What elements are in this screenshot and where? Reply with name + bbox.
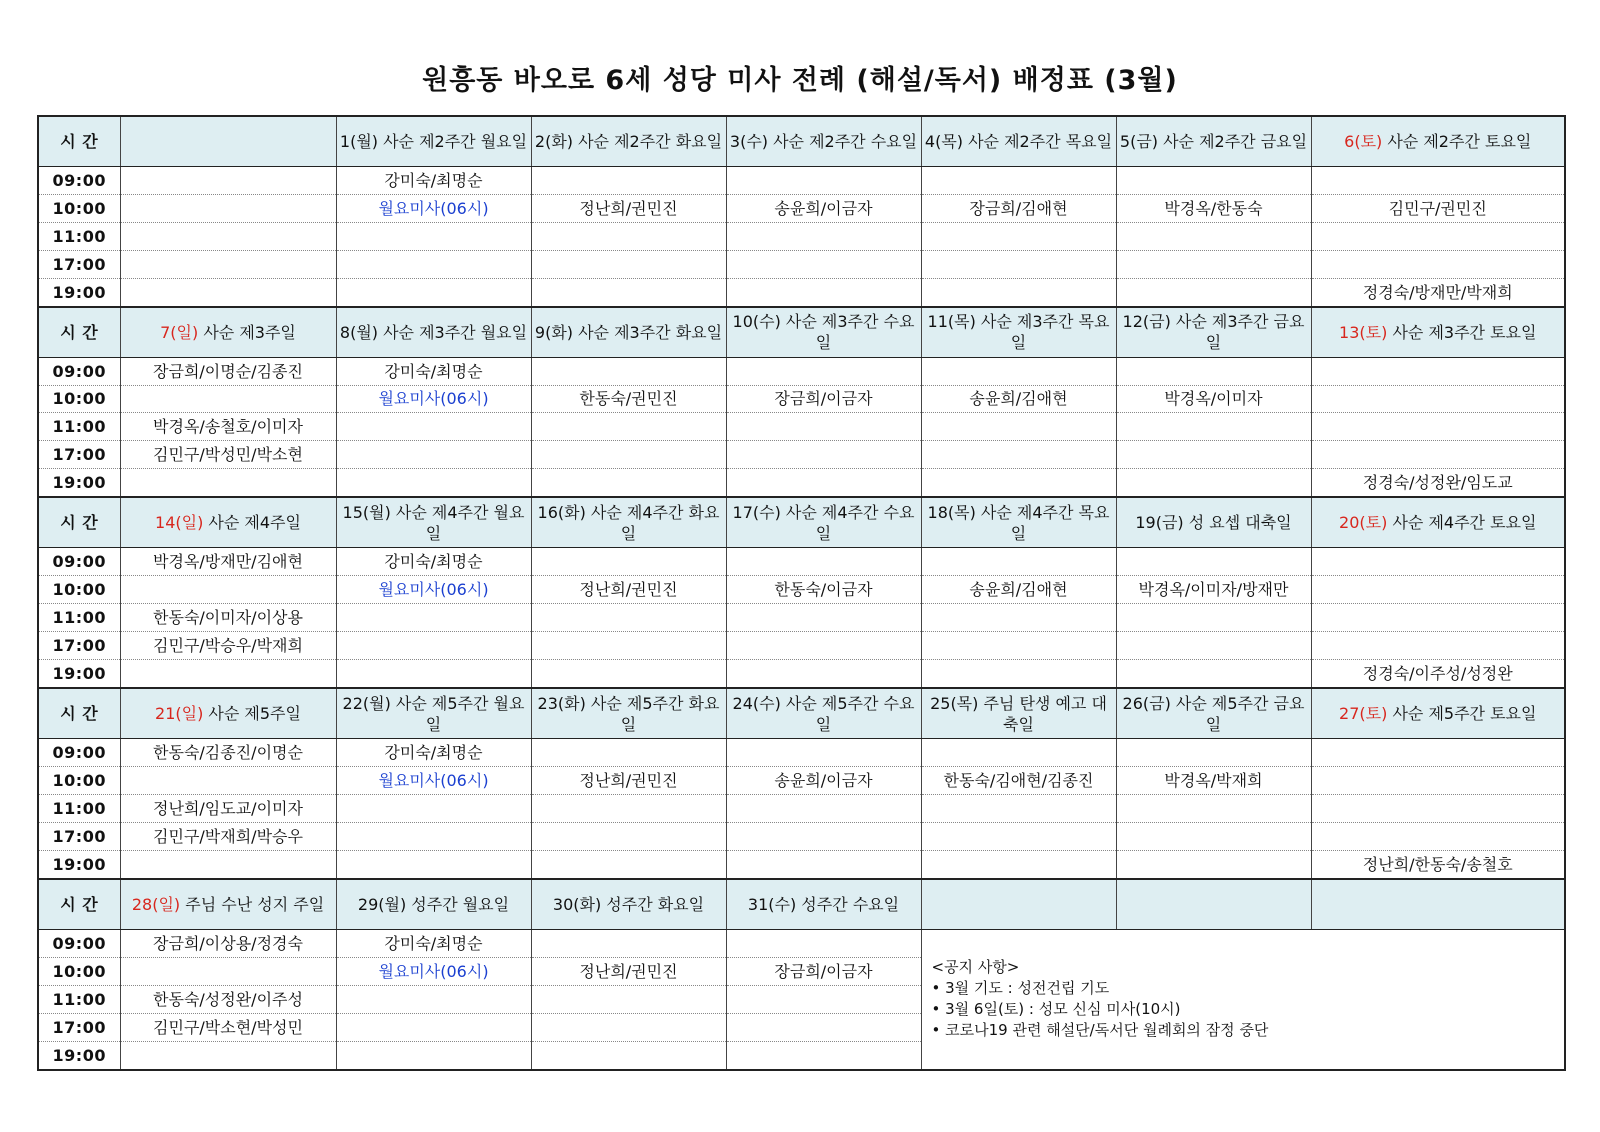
assignment-cell <box>921 469 1116 498</box>
day-header-cell <box>1311 879 1565 929</box>
assignment-cell <box>726 822 921 850</box>
assignment-cell <box>336 413 531 441</box>
assignment-cell <box>336 441 531 469</box>
day-header-text: 사순 제4주일 <box>203 513 301 533</box>
assignment-cell <box>1311 441 1565 469</box>
assignment-cell <box>1116 794 1311 822</box>
assignment-cell <box>531 985 726 1013</box>
monday-mass-cell: 월요미사(06시) <box>336 194 531 222</box>
assignment-cell <box>336 985 531 1013</box>
assignment-cell: 장금희/이금자 <box>726 957 921 985</box>
day-header-cell <box>120 307 336 357</box>
assignment-cell <box>120 250 336 278</box>
assignment-cell <box>726 222 921 250</box>
assignment-cell <box>1116 250 1311 278</box>
assignment-cell: 한동숙/이미자/이상용 <box>120 604 336 632</box>
day-header-cell <box>1116 116 1311 166</box>
notice-box <box>921 929 1565 1070</box>
schedule-row <box>38 194 1565 222</box>
assignment-cell <box>921 632 1116 660</box>
assignment-cell: 정경숙/성정완/임도교 <box>1311 469 1565 498</box>
day-header-text: 18(목) 사순 제4주간 목요일 <box>927 502 1110 543</box>
day-header-text: 사순 제3주간 토요일 <box>1387 322 1537 342</box>
day-header-cell <box>120 879 336 929</box>
assignment-cell <box>120 222 336 250</box>
assignment-cell <box>1311 822 1565 850</box>
assignment-cell <box>921 850 1116 879</box>
assignment-cell <box>120 385 336 413</box>
assignment-cell <box>1116 278 1311 307</box>
day-header-cell <box>120 497 336 547</box>
time-header-cell: 시 간 <box>38 688 120 738</box>
day-date-red: 27(토) <box>1339 704 1388 724</box>
day-header-cell <box>336 497 531 547</box>
day-header-cell <box>336 116 531 166</box>
assignment-cell <box>120 166 336 194</box>
day-header-text: 1(월) 사순 제2주간 월요일 <box>339 131 528 151</box>
day-header-text: 2(화) 사순 제2주간 화요일 <box>534 131 723 151</box>
assignment-cell: 정난희/권민진 <box>531 766 726 794</box>
assignment-cell <box>336 1013 531 1041</box>
assignment-cell: 정경숙/이주성/성정완 <box>1311 660 1565 689</box>
day-date-red: 7(일) <box>160 322 199 342</box>
day-header-cell <box>531 688 726 738</box>
assignment-cell: 정난희/권민진 <box>531 957 726 985</box>
assignment-cell <box>336 1041 531 1070</box>
assignment-cell: 김민구/박성민/박소현 <box>120 441 336 469</box>
assignment-cell: 송윤희/이금자 <box>726 766 921 794</box>
assignment-cell <box>336 222 531 250</box>
assignment-cell <box>336 850 531 879</box>
assignment-cell <box>921 278 1116 307</box>
day-header-cell <box>921 116 1116 166</box>
assignment-cell: 김민구/박승우/박재희 <box>120 632 336 660</box>
day-header-text: 25(목) 주님 탄생 예고 대축일 <box>930 693 1107 734</box>
time-cell: 10:00 <box>38 576 120 604</box>
assignment-cell: 한동숙/이금자 <box>726 576 921 604</box>
assignment-cell: 박경옥/이미자/방재만 <box>1116 576 1311 604</box>
assignment-cell <box>1116 166 1311 194</box>
day-header-text: 31(수) 성주간 수요일 <box>747 894 900 914</box>
assignment-cell: 정난희/한동숙/송철호 <box>1311 850 1565 879</box>
assignment-cell: 강미숙/최명순 <box>336 548 531 576</box>
assignment-cell <box>726 1013 921 1041</box>
assignment-cell: 송윤희/이금자 <box>726 194 921 222</box>
assignment-cell <box>921 166 1116 194</box>
time-cell: 10:00 <box>38 194 120 222</box>
assignment-cell: 장금희/이금자 <box>726 385 921 413</box>
time-cell: 11:00 <box>38 413 120 441</box>
assignment-cell <box>726 794 921 822</box>
notice-item: • 3월 기도 : 성전건립 기도 <box>932 978 1555 999</box>
assignment-cell: 강미숙/최명순 <box>336 929 531 957</box>
time-cell: 09:00 <box>38 548 120 576</box>
assignment-cell <box>1311 548 1565 576</box>
time-cell: 10:00 <box>38 957 120 985</box>
schedule-row <box>38 632 1565 660</box>
schedule-row <box>38 822 1565 850</box>
assignment-cell: 정난희/권민진 <box>531 194 726 222</box>
time-header-cell: 시 간 <box>38 307 120 357</box>
day-header-text: 사순 제3주일 <box>198 322 296 342</box>
day-header-cell <box>1116 879 1311 929</box>
time-cell: 11:00 <box>38 794 120 822</box>
day-header-cell <box>1311 497 1565 547</box>
assignment-cell <box>336 660 531 689</box>
day-header-text: 4(목) 사순 제2주간 목요일 <box>924 131 1113 151</box>
schedule-row <box>38 548 1565 576</box>
assignment-cell: 한동숙/김애현/김종진 <box>921 766 1116 794</box>
assignment-cell <box>726 548 921 576</box>
assignment-cell <box>336 604 531 632</box>
assignment-cell: 장금희/김애현 <box>921 194 1116 222</box>
day-header-cell <box>921 497 1116 547</box>
assignment-cell <box>120 850 336 879</box>
assignment-cell <box>1116 441 1311 469</box>
assignment-cell <box>726 604 921 632</box>
day-header-text: 주님 수난 성지 주일 <box>180 894 325 914</box>
time-cell: 19:00 <box>38 1041 120 1070</box>
schedule-row <box>38 766 1565 794</box>
day-header-text: 19(금) 성 요셉 대축일 <box>1135 513 1292 533</box>
week-header-row <box>38 307 1565 357</box>
assignment-cell: 정난희/권민진 <box>531 576 726 604</box>
assignment-cell <box>120 194 336 222</box>
week-header-row <box>38 497 1565 547</box>
time-cell: 19:00 <box>38 469 120 498</box>
assignment-cell <box>1311 413 1565 441</box>
time-cell: 10:00 <box>38 766 120 794</box>
notice-heading: <공지 사항> <box>931 958 1020 977</box>
day-header-cell <box>336 879 531 929</box>
assignment-cell <box>921 660 1116 689</box>
time-cell: 19:00 <box>38 278 120 307</box>
day-header-cell <box>726 497 921 547</box>
assignment-cell <box>531 166 726 194</box>
assignment-cell <box>531 222 726 250</box>
week-header-row <box>38 879 1565 929</box>
assignment-cell <box>1116 822 1311 850</box>
assignment-cell: 강미숙/최명순 <box>336 738 531 766</box>
assignment-cell <box>726 278 921 307</box>
monday-mass-cell: 월요미사(06시) <box>336 576 531 604</box>
assignment-cell <box>726 166 921 194</box>
assignment-cell <box>336 250 531 278</box>
assignment-cell: 강미숙/최명순 <box>336 166 531 194</box>
assignment-cell: 장금희/이상용/정경숙 <box>120 929 336 957</box>
assignment-cell <box>726 1041 921 1070</box>
assignment-cell <box>531 929 726 957</box>
day-header-text: 11(목) 사순 제3주간 목요일 <box>927 312 1110 353</box>
schedule-row <box>38 660 1565 689</box>
assignment-cell <box>1311 632 1565 660</box>
assignment-cell: 박경옥/이미자 <box>1116 385 1311 413</box>
day-header-cell <box>726 307 921 357</box>
day-header-cell <box>921 688 1116 738</box>
assignment-cell <box>120 469 336 498</box>
day-header-cell <box>531 116 726 166</box>
day-header-text: 9(화) 사순 제3주간 화요일 <box>534 322 723 342</box>
assignment-cell <box>921 250 1116 278</box>
day-header-cell <box>531 307 726 357</box>
page-title: 원흥동 바오로 6세 성당 미사 전례 (해설/독서) 배정표 (3월) <box>422 65 1178 96</box>
assignment-cell <box>531 357 726 385</box>
assignment-cell <box>336 794 531 822</box>
assignment-cell <box>120 660 336 689</box>
schedule-row <box>38 604 1565 632</box>
day-header-cell <box>1311 116 1565 166</box>
schedule-row <box>38 385 1565 413</box>
time-cell: 17:00 <box>38 1013 120 1041</box>
time-cell: 09:00 <box>38 929 120 957</box>
time-cell: 19:00 <box>38 850 120 879</box>
assignment-cell <box>1311 357 1565 385</box>
assignment-cell <box>1311 766 1565 794</box>
notice-item: • 3월 6일(토) : 성모 신심 미사(10시) <box>932 999 1555 1020</box>
schedule-row <box>38 738 1565 766</box>
day-header-text: 22(월) 사순 제5주간 월요일 <box>342 693 525 734</box>
time-cell: 11:00 <box>38 985 120 1013</box>
assignment-cell <box>531 548 726 576</box>
assignment-cell: 한동숙/김종진/이명순 <box>120 738 336 766</box>
assignment-cell <box>726 413 921 441</box>
day-header-text: 3(수) 사순 제2주간 수요일 <box>729 131 918 151</box>
assignment-cell <box>531 660 726 689</box>
assignment-cell: 박경옥/방재만/김애현 <box>120 548 336 576</box>
assignment-cell <box>336 469 531 498</box>
assignment-cell <box>1116 850 1311 879</box>
day-header-cell <box>921 879 1116 929</box>
assignment-cell <box>726 660 921 689</box>
day-header-text: 사순 제5주간 토요일 <box>1387 704 1537 724</box>
assignment-cell <box>726 632 921 660</box>
assignment-cell: 한동숙/성정완/이주성 <box>120 985 336 1013</box>
time-header-cell: 시 간 <box>38 497 120 547</box>
assignment-cell <box>1116 222 1311 250</box>
day-header-cell <box>1116 497 1311 547</box>
schedule-row <box>38 469 1565 498</box>
week-header-row <box>38 116 1565 166</box>
schedule-row <box>38 413 1565 441</box>
assignment-cell <box>921 441 1116 469</box>
notice-item: • 코로나19 관련 해설단/독서단 월례회의 잠정 중단 <box>932 1020 1555 1041</box>
day-date-red: 14(일) <box>155 513 204 533</box>
day-header-text: 24(수) 사순 제5주간 수요일 <box>732 693 915 734</box>
assignment-cell: 정난희/임도교/이미자 <box>120 794 336 822</box>
day-header-cell <box>1311 688 1565 738</box>
day-header-text: 29(월) 성주간 월요일 <box>357 894 510 914</box>
time-cell: 17:00 <box>38 632 120 660</box>
assignment-cell <box>726 929 921 957</box>
day-date-red: 28(일) <box>131 894 181 914</box>
assignment-cell <box>1311 576 1565 604</box>
assignment-cell: 정경숙/방재만/박재희 <box>1311 278 1565 307</box>
assignment-cell <box>1116 548 1311 576</box>
day-date-red: 13(토) <box>1339 322 1388 342</box>
assignment-cell <box>1116 469 1311 498</box>
assignment-cell <box>921 794 1116 822</box>
day-header-cell <box>531 879 726 929</box>
assignment-cell <box>531 469 726 498</box>
assignment-cell <box>531 822 726 850</box>
day-header-text: 16(화) 사순 제4주간 화요일 <box>537 502 720 543</box>
notice-list <box>932 978 1555 1041</box>
day-date-red: 21(일) <box>155 704 204 724</box>
day-date-red: 20(토) <box>1339 513 1388 533</box>
assignment-cell <box>120 278 336 307</box>
assignment-cell <box>1116 413 1311 441</box>
schedule-row <box>38 222 1565 250</box>
schedule-row <box>38 929 1565 957</box>
assignment-cell <box>921 222 1116 250</box>
day-date-red: 6(토) <box>1344 131 1383 151</box>
day-header-text: 사순 제4주간 토요일 <box>1387 513 1537 533</box>
assignment-cell <box>726 357 921 385</box>
assignment-cell <box>1311 166 1565 194</box>
day-header-text: 26(금) 사순 제5주간 금요일 <box>1122 693 1305 734</box>
time-cell: 17:00 <box>38 822 120 850</box>
mass-schedule-table <box>37 115 1566 1071</box>
assignment-cell <box>1311 250 1565 278</box>
monday-mass-cell: 월요미사(06시) <box>336 385 531 413</box>
day-header-cell <box>336 688 531 738</box>
assignment-cell <box>1116 660 1311 689</box>
assignment-cell <box>120 576 336 604</box>
assignment-cell <box>531 441 726 469</box>
schedule-row <box>38 441 1565 469</box>
assignment-cell <box>531 738 726 766</box>
assignment-cell <box>1311 794 1565 822</box>
time-cell: 11:00 <box>38 604 120 632</box>
day-header-cell <box>120 116 336 166</box>
assignment-cell <box>726 250 921 278</box>
assignment-cell <box>1311 604 1565 632</box>
assignment-cell <box>336 822 531 850</box>
assignment-cell <box>921 738 1116 766</box>
assignment-cell <box>531 278 726 307</box>
assignment-cell <box>1116 357 1311 385</box>
assignment-cell <box>531 413 726 441</box>
assignment-cell <box>726 985 921 1013</box>
schedule-row <box>38 250 1565 278</box>
day-header-cell <box>1116 307 1311 357</box>
assignment-cell <box>531 250 726 278</box>
day-header-text: 23(화) 사순 제5주간 화요일 <box>537 693 720 734</box>
assignment-cell <box>726 469 921 498</box>
time-cell: 09:00 <box>38 166 120 194</box>
schedule-row <box>38 576 1565 604</box>
assignment-cell <box>531 1041 726 1070</box>
day-header-cell <box>531 497 726 547</box>
day-header-text: 사순 제5주일 <box>203 704 301 724</box>
assignment-cell <box>921 413 1116 441</box>
day-header-cell <box>726 688 921 738</box>
monday-mass-cell: 월요미사(06시) <box>336 957 531 985</box>
day-header-cell <box>726 879 921 929</box>
week-header-row <box>38 688 1565 738</box>
time-header-cell: 시 간 <box>38 879 120 929</box>
time-cell: 09:00 <box>38 357 120 385</box>
assignment-cell: 강미숙/최명순 <box>336 357 531 385</box>
assignment-cell <box>726 850 921 879</box>
time-cell: 09:00 <box>38 738 120 766</box>
time-cell: 10:00 <box>38 385 120 413</box>
assignment-cell <box>726 738 921 766</box>
assignment-cell <box>531 1013 726 1041</box>
schedule-row <box>38 278 1565 307</box>
day-header-cell <box>921 307 1116 357</box>
day-header-cell <box>1116 688 1311 738</box>
assignment-cell <box>1311 385 1565 413</box>
assignment-cell: 박경옥/송철호/이미자 <box>120 413 336 441</box>
schedule-row <box>38 166 1565 194</box>
time-cell: 17:00 <box>38 250 120 278</box>
assignment-cell: 김민구/권민진 <box>1311 194 1565 222</box>
assignment-cell <box>1116 738 1311 766</box>
assignment-cell <box>1116 632 1311 660</box>
day-header-cell <box>120 688 336 738</box>
schedule-row <box>38 850 1565 879</box>
assignment-cell <box>120 1041 336 1070</box>
monday-mass-cell: 월요미사(06시) <box>336 766 531 794</box>
schedule-row <box>38 794 1565 822</box>
day-header-text: 8(월) 사순 제3주간 월요일 <box>339 322 528 342</box>
assignment-cell <box>336 278 531 307</box>
time-cell: 17:00 <box>38 441 120 469</box>
assignment-cell: 김민구/박소현/박성민 <box>120 1013 336 1041</box>
assignment-cell <box>531 794 726 822</box>
assignment-cell: 송윤희/김애현 <box>921 385 1116 413</box>
assignment-cell: 송윤희/김애현 <box>921 576 1116 604</box>
assignment-cell <box>531 632 726 660</box>
assignment-cell <box>1311 738 1565 766</box>
day-header-cell <box>336 307 531 357</box>
assignment-cell: 김민구/박재희/박승우 <box>120 822 336 850</box>
day-header-text: 10(수) 사순 제3주간 수요일 <box>732 312 915 353</box>
day-header-cell <box>726 116 921 166</box>
assignment-cell <box>1311 222 1565 250</box>
day-header-text: 17(수) 사순 제4주간 수요일 <box>732 502 915 543</box>
time-header-cell: 시 간 <box>38 116 120 166</box>
assignment-cell: 장금희/이명순/김종진 <box>120 357 336 385</box>
assignment-cell <box>726 441 921 469</box>
schedule-row <box>38 357 1565 385</box>
time-cell: 11:00 <box>38 222 120 250</box>
assignment-cell: 박경옥/한동숙 <box>1116 194 1311 222</box>
assignment-cell <box>336 632 531 660</box>
assignment-cell <box>921 548 1116 576</box>
assignment-cell <box>120 957 336 985</box>
assignment-cell: 한동숙/권민진 <box>531 385 726 413</box>
assignment-cell: 박경옥/박재희 <box>1116 766 1311 794</box>
assignment-cell <box>120 766 336 794</box>
day-header-cell <box>1311 307 1565 357</box>
day-header-text: 사순 제2주간 토요일 <box>1382 131 1532 151</box>
day-header-text: 15(월) 사순 제4주간 월요일 <box>342 502 525 543</box>
time-cell: 19:00 <box>38 660 120 689</box>
day-header-text: 5(금) 사순 제2주간 금요일 <box>1119 131 1308 151</box>
assignment-cell <box>1116 604 1311 632</box>
assignment-cell <box>921 604 1116 632</box>
assignment-cell <box>921 822 1116 850</box>
day-header-text: 30(화) 성주간 화요일 <box>552 894 705 914</box>
day-header-text: 12(금) 사순 제3주간 금요일 <box>1122 312 1305 353</box>
assignment-cell <box>531 850 726 879</box>
assignment-cell <box>531 604 726 632</box>
assignment-cell <box>921 357 1116 385</box>
